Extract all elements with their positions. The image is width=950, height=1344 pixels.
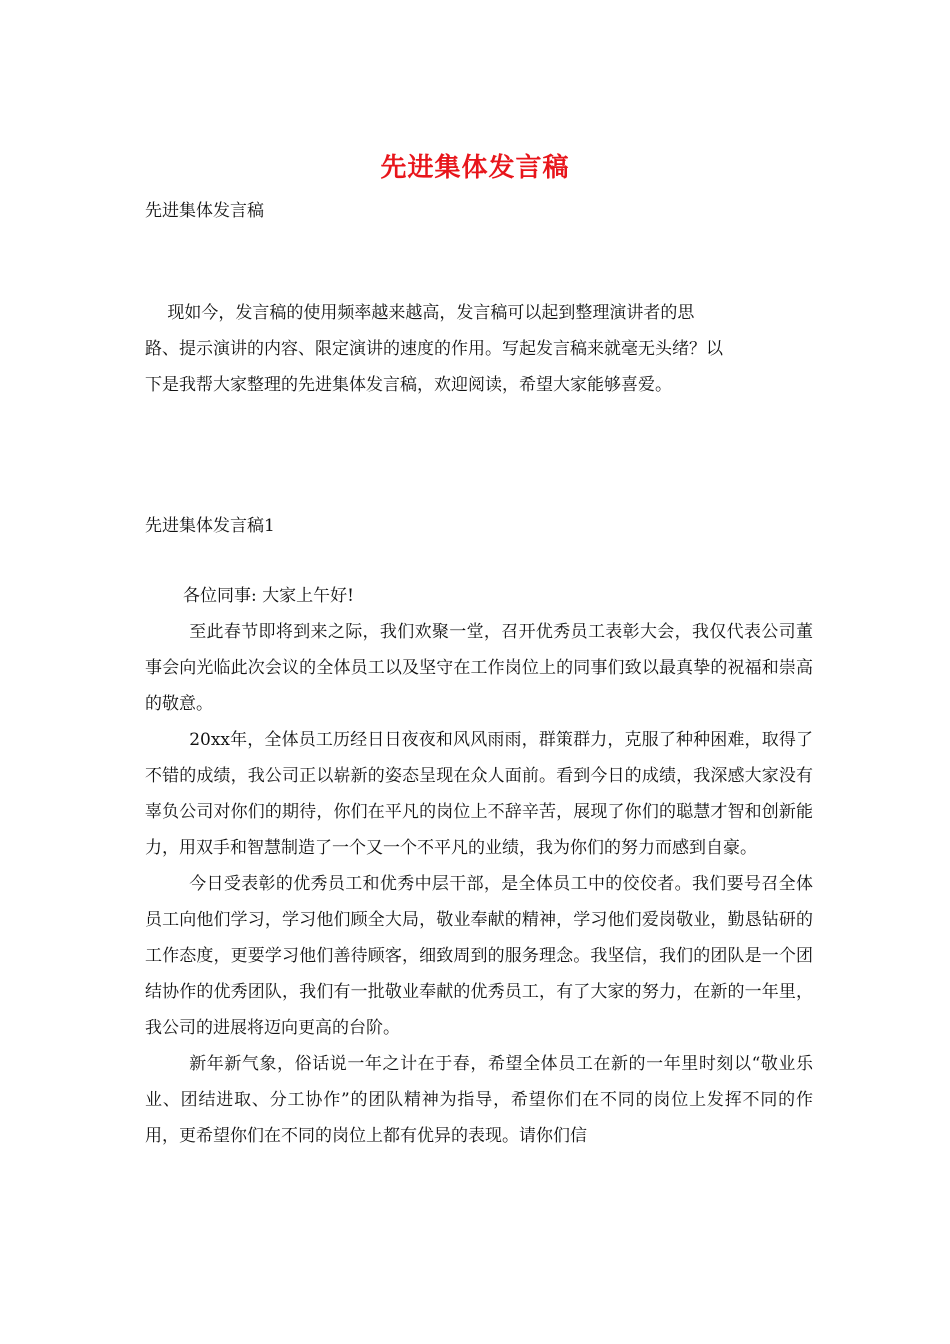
document-subtitle: 先进集体发言稿: [145, 201, 264, 221]
intro-paragraph: [145, 295, 813, 403]
intro-line: 现如今，发言稿的使用频率越来越高，发言稿可以起到整理演讲者的思: [145, 303, 695, 323]
speech-body: [145, 614, 813, 1154]
body-paragraph: 20xx年，全体员工历经日日夜夜和风风雨雨，群策群力，克服了种种困难，取得了不错的成绩，我公司正以崭新的姿态呈现在众人面前。看到今日的成绩，我深感大家没有辜负公司对你们的期待，你们在平凡的岗位上不辞辛苦，展现了你们的聪慧才智和创新能力，用双手和智慧制造了一个又一个不平凡的业绩，我为你们的努力而感到自豪。: [145, 730, 813, 858]
body-paragraph: 新年新气象，俗话说一年之计在于春，希望全体员工在新的一年里时刻以“敬业乐业、团结进取、分工协作”的团队精神为指导，希望你们在不同的岗位上发挥不同的作用，更希望你们在不同的岗位上都有优异的表现。请你们信: [145, 1054, 813, 1146]
body-paragraph: 今日受表彰的优秀员工和优秀中层干部，是全体员工中的佼佼者。我们要号召全体员工向他们学习，学习他们顾全大局，敬业奉献的精神，学习他们爱岗敬业，勤恳钻研的工作态度，更要学习他们善待顾客，细致周到的服务理念。我坚信，我们的团队是一个团结协作的优秀团队，我们有一批敬业奉献的优秀员工，有了大家的努力，在新的一年里，我公司的进展将迈向更高的台阶。: [145, 874, 813, 1038]
body-paragraph: 至此春节即将到来之际，我们欢聚一堂，召开优秀员工表彰大会，我仅代表公司董事会向光临此次会议的全体员工以及坚守在工作岗位上的同事们致以最真挚的祝福和崇高的敬意。: [145, 622, 813, 714]
section-heading: 先进集体发言稿1: [145, 516, 275, 536]
intro-line: 下是我帮大家整理的先进集体发言稿，欢迎阅读，希望大家能够喜爱。: [145, 375, 672, 395]
document-title: 先进集体发言稿: [380, 153, 570, 183]
greeting: 各位同事: 大家上午好!: [183, 586, 354, 606]
intro-line: 路、提示演讲的内容、限定演讲的速度的作用。写起发言稿来就毫无头绪？以: [145, 339, 723, 359]
